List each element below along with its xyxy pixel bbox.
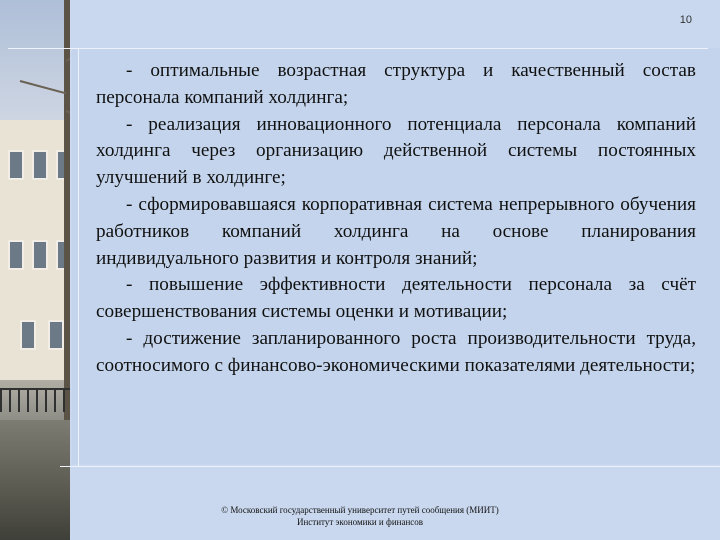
- top-divider: [8, 48, 708, 49]
- building-window: [32, 150, 48, 180]
- body-text: [96, 58, 696, 380]
- page-number: 10: [679, 14, 692, 26]
- paragraph: - повышение эффективности деятельности персонала за счёт совершенствования системы оценки и мотивации;: [96, 274, 696, 323]
- bottom-divider: [60, 466, 720, 467]
- building-window: [8, 240, 24, 270]
- left-divider: [78, 48, 79, 466]
- paragraph: - реализация инновационного потенциала персонала компаний холдинга через организацию действенной системы постоянных улучшений в холдинге;: [96, 113, 696, 189]
- footer: [200, 504, 520, 528]
- paragraph: - достижение запланированного роста производительности труда, соотносимого с финансово-экономическими показателями деятельности;: [96, 327, 696, 376]
- paragraph: - сформировавшаяся корпоративная система непрерывного обучения работников компаний холдинга на основе планирования индивидуального развития и контроля знаний;: [96, 193, 696, 269]
- paragraph: - оптимальные возрастная структура и качественный состав персонала компаний холдинга;: [96, 60, 696, 108]
- building-window: [48, 320, 64, 350]
- footer-institute: Институт экономики и финансов: [296, 517, 424, 527]
- footer-copyright: © Московский государственный университет путей сообщения (МИИТ): [221, 505, 499, 515]
- building-window: [20, 320, 36, 350]
- tree-branch: [20, 80, 67, 94]
- building-window: [32, 240, 48, 270]
- building-window: [8, 150, 24, 180]
